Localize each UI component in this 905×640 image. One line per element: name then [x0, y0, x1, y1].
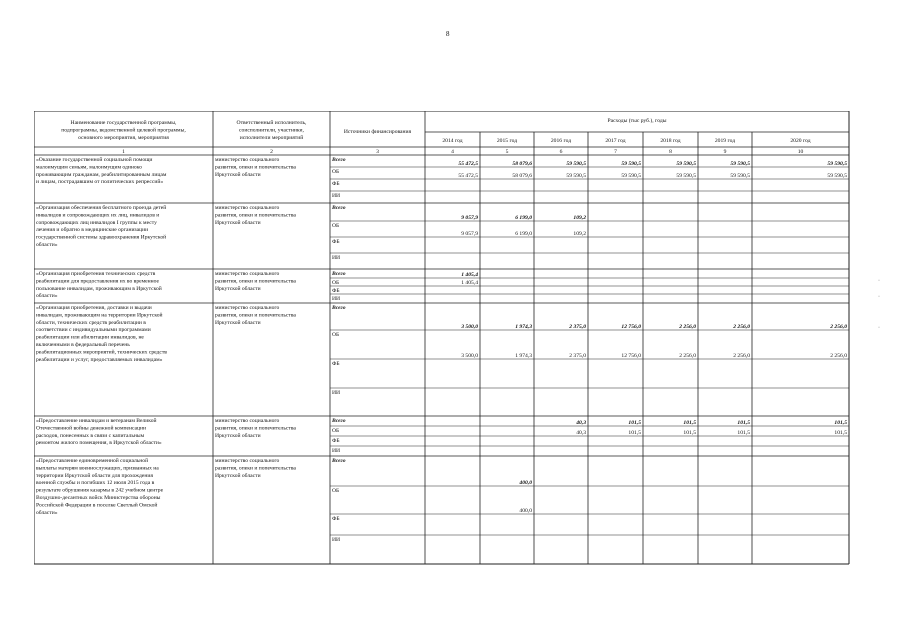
expense-value: 59 590,5	[676, 173, 696, 179]
source-label: ИИ	[332, 537, 341, 543]
margin-mark: ·	[878, 278, 880, 284]
header-year: 2019 год	[714, 138, 736, 144]
program-name-line: «Организация обеспечения бесплатного проезда детей	[36, 205, 167, 211]
program-name-line: и лицам, пострадавшим от политических репрессий»	[36, 179, 164, 186]
header-year: 2015 год	[496, 138, 518, 144]
program-name-line: «Организация приобретения технических средств	[36, 271, 156, 277]
expense-value: 3 500,0	[461, 324, 478, 330]
source-label: Всего	[332, 418, 346, 424]
column-number: 7	[614, 149, 617, 155]
program-name-line: области»	[36, 242, 58, 248]
source-label: ОБ	[332, 169, 340, 175]
page-number: 8	[446, 30, 450, 38]
expense-value: 59 590,5	[827, 173, 847, 179]
source-label: ОБ	[332, 428, 340, 434]
program-name-line: соответствии с индивидуальными программами	[36, 327, 151, 334]
program-name-line: Российской Федерации в поселке Светлый Омской	[36, 502, 158, 509]
expense-value: 3 500,0	[461, 353, 478, 359]
column-number: 3	[376, 149, 379, 155]
header-year: 2018 год	[660, 138, 681, 144]
expense-value: 101,5	[628, 420, 641, 426]
executor-line: развития, опеки и попечительства	[215, 465, 296, 472]
header-name-label: основного мероприятия, мероприятия	[78, 135, 169, 141]
expense-value: 6 199,0	[515, 215, 532, 221]
executor-line: развития, опеки и попечительства	[215, 312, 296, 319]
expense-value: 55 472,5	[458, 173, 478, 179]
column-number: 2	[270, 149, 273, 155]
program-name-line: лечения и обратно в медицинские организации	[36, 227, 149, 234]
program-name-line: «Предоставление инвалидам и ветеранам Великой	[36, 418, 157, 424]
executor-line: министерство социального	[215, 271, 280, 277]
program-name-line: реабилитации или абилитации инвалидов, не	[36, 334, 144, 341]
program-name-line: Воздушно-десантных войск Министерства обороны	[36, 495, 161, 501]
program-name-line: области»	[36, 509, 58, 516]
expense-value: 9 057,9	[461, 215, 478, 221]
program-name-line: ремонтом жилого помещения, в Иркутской области»	[36, 440, 162, 447]
column-number: 1	[122, 149, 125, 155]
executor-line: Иркутской области	[215, 472, 261, 479]
expense-value: 2 256,0	[830, 353, 847, 359]
program-name-line: малоимущим семьям, малоимущим одиноко	[36, 164, 142, 171]
expense-value: 59 590,5	[566, 161, 586, 167]
expense-value: 1 405,4	[461, 280, 478, 286]
expenses-table	[34, 111, 854, 576]
program-name-line: инвалидам, проживающим на территории Иркутской	[36, 312, 163, 319]
executor-line: министерство социального	[215, 205, 280, 211]
expense-value: 59 590,5	[621, 161, 641, 167]
expense-value: 101,5	[683, 420, 696, 426]
source-label: ОБ	[332, 280, 340, 286]
expense-value: 59 590,5	[827, 161, 847, 167]
expense-value: 400,0	[519, 508, 532, 514]
expense-value: 58 079,6	[512, 161, 532, 167]
margin-mark: ·	[878, 294, 880, 300]
program-name-line: инвалидов и сопровождающих их лиц, инвалидов и	[36, 212, 160, 219]
source-label: Всего	[332, 271, 346, 277]
header-expenses-title: Расходы (тыс руб.), годы	[607, 118, 667, 124]
expense-value: 1 405,4	[461, 272, 478, 278]
column-number: 9	[723, 149, 727, 155]
expense-value: 40,3	[576, 420, 586, 426]
executor-line: Иркутской области	[215, 432, 261, 439]
executor-line: развития, опеки и попечительства	[215, 425, 296, 432]
program-name-line: территории Иркутской области для прохождения	[36, 472, 153, 479]
program-name-line: проживающим гражданам, реабилитированным лицам	[36, 171, 167, 178]
source-label: ФБ	[332, 361, 340, 367]
expense-value: 2 256,0	[830, 324, 847, 330]
expense-value: 109,2	[573, 231, 586, 237]
source-label: ИИ	[332, 296, 341, 302]
executor-line: развития, опеки и попечительства	[215, 278, 296, 285]
source-label: ФБ	[332, 181, 340, 187]
expense-value: 2 256,0	[733, 353, 750, 359]
column-number: 10	[797, 149, 804, 155]
program-name-line: реабилитационных мероприятий, технических средств	[36, 349, 167, 356]
column-number: 8	[669, 149, 672, 155]
margin-mark: ·	[878, 325, 880, 331]
source-label: ФБ	[332, 516, 340, 522]
source-label: ОБ	[332, 332, 340, 338]
expense-value: 101,5	[834, 430, 847, 436]
program-name-line: выплаты матерям военнослужащих, призванных на	[36, 465, 159, 472]
program-name-line: сопровождающих лиц инвалидов I группы к месту	[36, 219, 157, 226]
executor-line: Иркутской области	[215, 285, 261, 292]
source-label: ОБ	[332, 223, 340, 229]
expense-value: 101,5	[737, 430, 750, 436]
header-name-label: Наименование государственной программы,	[70, 120, 177, 126]
expense-value: 101,5	[628, 430, 641, 436]
header-year: 2016 год	[550, 138, 572, 144]
program-name-line: расходов, понесенных в связи с капитальным	[36, 432, 145, 439]
expense-value: 6 199,0	[515, 231, 532, 237]
expense-value: 109,2	[573, 215, 586, 221]
header-year: 2020 год	[790, 138, 811, 144]
source-label: Всего	[332, 458, 346, 464]
column-number: 4	[451, 149, 454, 155]
expense-value: 400,0	[519, 480, 532, 486]
expense-value: 1 974,3	[515, 324, 532, 330]
expense-value: 58 079,6	[512, 173, 532, 179]
program-name-line: военной службы и погибших 12 июля 2015 года в	[36, 480, 155, 487]
program-name-line: «Предоставление единовременной социальной	[36, 458, 149, 464]
program-name-line: «Оказание государственной социальной помощи	[36, 157, 153, 163]
expense-value: 59 590,5	[730, 161, 750, 167]
source-label: Всего	[332, 305, 346, 311]
expense-value: 2 256,0	[679, 353, 696, 359]
program-name-line: области»	[36, 293, 58, 300]
source-label: ИИ	[332, 255, 341, 261]
header-executor-label: соисполнители, участники,	[239, 127, 304, 134]
program-name-line: включенными в федеральный перечень	[36, 342, 130, 348]
expense-value: 55 472,5	[458, 161, 478, 167]
source-label: ИИ	[332, 390, 341, 396]
expenses-table-grid	[34, 111, 854, 571]
column-number: 6	[559, 149, 563, 155]
expense-value: 12 756,0	[621, 353, 641, 359]
expense-value: 59 590,5	[566, 173, 586, 179]
executor-line: министерство социального	[215, 418, 280, 424]
expense-value: 2 256,0	[679, 324, 696, 330]
program-name-line: реабилитации для предоставления их во временное	[36, 278, 159, 285]
program-name-line: Отечественной войны денежной компенсации	[36, 425, 147, 432]
expense-value: 59 590,5	[730, 173, 750, 179]
source-label: ФБ	[332, 288, 340, 294]
expense-value: 2 256,0	[733, 324, 750, 330]
executor-line: Иркутской области	[215, 171, 261, 178]
program-name-line: области, технических средств реабилитации в	[36, 319, 146, 326]
source-label: ФБ	[332, 239, 340, 245]
source-label: Всего	[332, 157, 346, 163]
expense-value: 59 590,5	[676, 161, 696, 167]
expense-value: 101,5	[683, 430, 696, 436]
executor-line: Иркутской области	[215, 319, 261, 326]
program-name-line: государственной системы здравоохранения Иркутской	[36, 234, 167, 241]
source-label: Всего	[332, 205, 346, 211]
executor-line: министерство социального	[215, 157, 280, 163]
expense-value: 12 756,0	[621, 324, 641, 330]
expense-value: 2 375,0	[569, 353, 586, 359]
expense-value: 9 057,9	[461, 231, 478, 237]
header-executor-label: исполнители мероприятий	[239, 135, 304, 141]
program-name-line: пользование инвалидам, проживающим в Иркутской	[36, 285, 162, 292]
executor-line: развития, опеки и попечительства	[215, 164, 296, 171]
source-label: ИИ	[332, 448, 341, 454]
executor-line: Иркутской области	[215, 219, 261, 226]
expense-value: 101,5	[834, 420, 847, 426]
expense-value: 59 590,5	[621, 173, 641, 179]
column-number: 5	[505, 149, 509, 155]
expense-value: 2 375,0	[569, 324, 586, 330]
program-name-line: реабилитации и услуг, предоставляемых инвалидам»	[36, 356, 163, 363]
header-executor-label: Ответственный исполнитель,	[236, 120, 307, 126]
executor-line: министерство социального	[215, 305, 280, 311]
expense-value: 40,3	[576, 430, 586, 436]
expense-value: 1 974,3	[515, 353, 532, 359]
header-name-label: подпрограммы, ведомственной целевой программы,	[61, 127, 186, 134]
program-name-line: «Организация приобретения, доставки и выдачи	[36, 305, 152, 311]
header-source-label: Источники финансирования	[343, 129, 412, 135]
source-label: ФБ	[332, 438, 340, 444]
expense-value: 101,5	[737, 420, 750, 426]
header-year: 2017 год	[605, 138, 626, 144]
header-year: 2014 год	[442, 138, 463, 144]
program-name-line: результате обрушения казармы в 242 учебном центре	[36, 487, 164, 494]
source-label: ИИ	[332, 193, 341, 199]
source-label: ОБ	[332, 488, 340, 494]
executor-line: развития, опеки и попечительства	[215, 212, 296, 219]
executor-line: министерство социального	[215, 458, 280, 464]
